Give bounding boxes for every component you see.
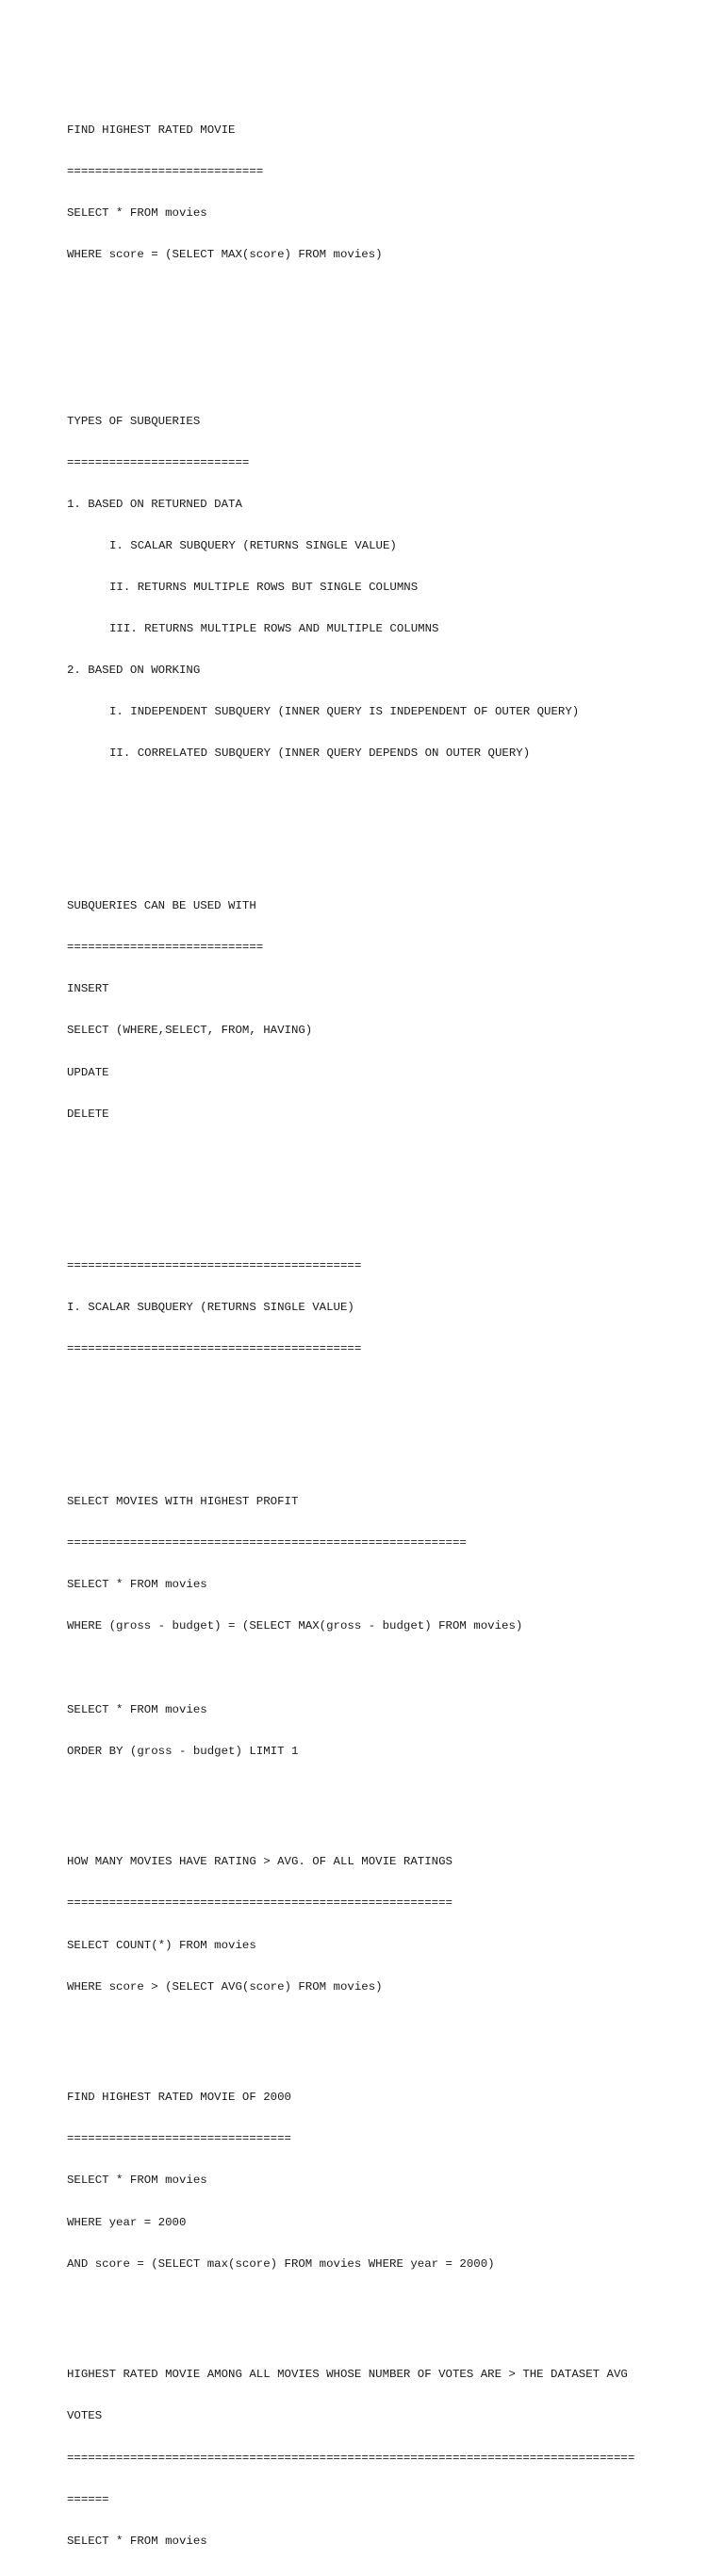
list-subitem: I. SCALAR SUBQUERY (RETURNS SINGLE VALUE) bbox=[109, 538, 397, 552]
section-title: SUBQUERIES CAN BE USED WITH bbox=[67, 899, 256, 913]
code-line: SELECT * FROM movies bbox=[67, 1702, 207, 1716]
code-line: AND score = (SELECT max(score) FROM movies WHERE year = 2000) bbox=[67, 2256, 495, 2271]
section-title: SELECT MOVIES WITH HIGHEST PROFIT bbox=[67, 1495, 299, 1509]
list-item: 2. BASED ON WORKING bbox=[67, 664, 201, 678]
list-subitem: II. RETURNS MULTIPLE ROWS BUT SINGLE COLUMNS bbox=[109, 581, 419, 594]
section-rule: ================================================================================= bbox=[67, 2451, 635, 2465]
code-line: WHERE score = (SELECT MAX(score) FROM movies) bbox=[67, 248, 383, 262]
code-line: SELECT * FROM movies bbox=[67, 2534, 207, 2548]
section-rule: ============================ bbox=[67, 164, 264, 178]
section-title: FIND HIGHEST RATED MOVIE OF 2000 bbox=[67, 2091, 291, 2105]
code-line: ORDER BY (gross - budget) LIMIT 1 bbox=[67, 1744, 299, 1758]
section-title: I. SCALAR SUBQUERY (RETURNS SINGLE VALUE) bbox=[67, 1301, 354, 1315]
section-rule: ========================================== bbox=[67, 1259, 362, 1273]
section-title: HOW MANY MOVIES HAVE RATING > AVG. OF ALL MOVIE RATINGS bbox=[67, 1855, 452, 1869]
list-item: INSERT bbox=[67, 982, 109, 996]
code-line: SELECT * FROM movies bbox=[67, 2174, 207, 2188]
list-item: UPDATE bbox=[67, 1065, 109, 1079]
code-line: SELECT COUNT(*) FROM movies bbox=[67, 1938, 256, 1952]
section-title: FIND HIGHEST RATED MOVIE bbox=[67, 123, 236, 137]
list-subitem: III. RETURNS MULTIPLE ROWS AND MULTIPLE COLUMNS bbox=[109, 622, 439, 636]
document-page bbox=[67, 68, 670, 2576]
section-rule: ========================================================= bbox=[67, 1536, 467, 1551]
section-title: VOTES bbox=[67, 2409, 103, 2423]
list-item: 1. BASED ON RETURNED DATA bbox=[67, 497, 242, 511]
section-rule: ========================== bbox=[67, 455, 250, 469]
section-rule: ====== bbox=[67, 2492, 109, 2506]
list-subitem: I. INDEPENDENT SUBQUERY (INNER QUERY IS INDEPENDENT OF OUTER QUERY) bbox=[109, 705, 580, 719]
code-line: WHERE score > (SELECT AVG(score) FROM movies) bbox=[67, 1979, 383, 1994]
code-line: SELECT * FROM movies bbox=[67, 206, 207, 221]
code-line: WHERE (gross - budget) = (SELECT MAX(gross - budget) FROM movies) bbox=[67, 1619, 523, 1633]
section-rule: ======================================================= bbox=[67, 1896, 452, 1911]
section-title: TYPES OF SUBQUERIES bbox=[67, 414, 201, 428]
section-rule: ================================ bbox=[67, 2132, 291, 2146]
section-rule: ========================================== bbox=[67, 1342, 362, 1356]
list-item: SELECT (WHERE,SELECT, FROM, HAVING) bbox=[67, 1024, 313, 1038]
code-line: WHERE year = 2000 bbox=[67, 2215, 187, 2229]
list-item: DELETE bbox=[67, 1107, 109, 1121]
section-rule: ============================ bbox=[67, 941, 264, 955]
section-title: HIGHEST RATED MOVIE AMONG ALL MOVIES WHOSE NUMBER OF VOTES ARE > THE DATASET AVG bbox=[67, 2368, 628, 2382]
code-line: SELECT * FROM movies bbox=[67, 1578, 207, 1592]
list-subitem: II. CORRELATED SUBQUERY (INNER QUERY DEPENDS ON OUTER QUERY) bbox=[109, 747, 531, 761]
